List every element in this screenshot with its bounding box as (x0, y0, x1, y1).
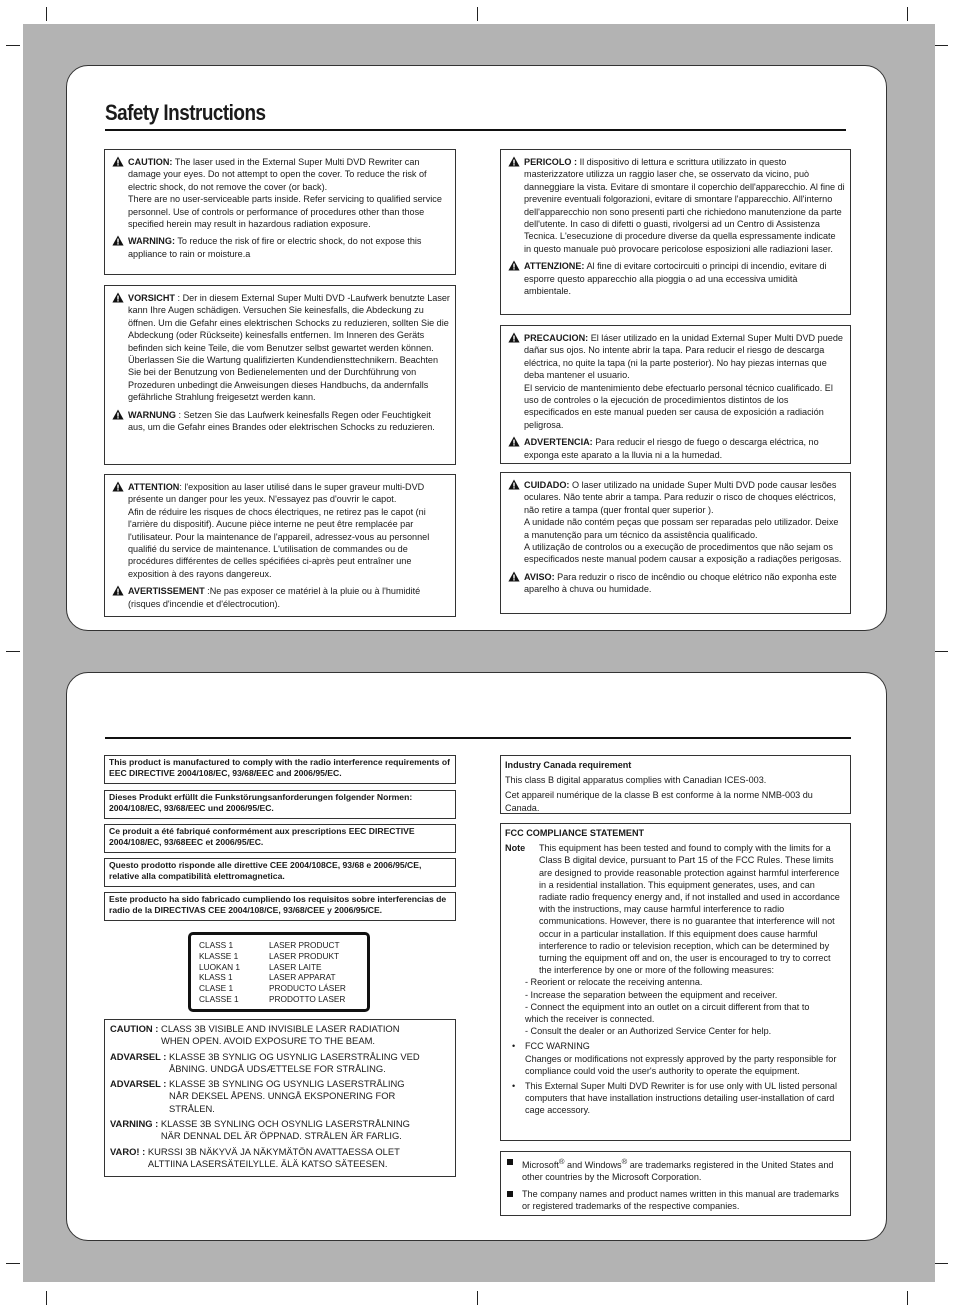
safety-para: CAUTION: The laser used in the External Super Multi DVD Rewriter can damage your eyes. Do not attempt to open the cover. To reduce the risk of electric shock, do not remove the cover (or back). There are no user-serviceable parts inside. Refer servicing to qualified service personnel. Use of controls or performance of procedures other than those specified herein may result in hazardous radiation exposure. (112, 156, 450, 230)
safety-box-french (104, 474, 456, 617)
safety-para: PRECAUCION: El láser utilizado en la unidad External Super Multi DVD puede dañar sus ojos. No intente abrir la tapa. Para reducir el riesgo de descarga eléctrica, no quite la tapa (ni la parte posterior). No hay piezas internas que deba mantener el usuario. El servicio de mantenimiento debe efectuarlo personal técnico cualificado. El uso de controles o la ejecución de procedimientos distintos de los especificados en este manual pueden ser causa de exposición a radiación peligrosa. (508, 332, 845, 431)
canada-en: This class B digital apparatus complies with Canadian ICES-003. (505, 775, 767, 786)
fcc-note: Note This equipment has been tested and found to comply with the limits for a Class B digital device, pursuant to Part 15 of the FCC Rules. These limits are designed to provide reasonable protection against harmful interference in a residential installation. This equipment generates, uses, and can radiate radio frequency energy and, if not installed and used in accordance with the instructions, may cause harmful interference to radio communications. However, there is no guarantee that interference will not occur in a particular installation. If this equipment does cause harmful interference to radio or television reception, which can be determined by turning the equipment off and on, the user is encouraged to try to correct the interference by one or more of the following measures: (505, 843, 840, 976)
crop-mark (477, 1291, 478, 1305)
fcc-ul-note: • This External Super Multi DVD Rewriter is for use only with UL listed personal computers that have installation instructions detailing user-installation of card cage accessory. (505, 1080, 846, 1117)
safety-para: CUIDADO: O laser utilizado na unidade Super Multi DVD pode causar lesões oculares. Não tente abrir a tampa. Para reduzir o risco de choques eléctricos, não retire a tampa (quer frontal quer superior ). A unidade não contém peças que possam ser reparadas pelo utilizador. Deixe a manutenção para um técnico da assistência qualificado. A utilização de controlos ou a execução de procedimentos que não sejam os especificados neste manual podem causar a exposição a radiações perigosas. (508, 479, 845, 566)
warning-triangle-icon (112, 481, 124, 492)
safety-box-spanish (500, 325, 851, 464)
warning-triangle-icon (508, 332, 520, 343)
trademark-microsoft: Microsoft® and Windows® are trademarks registered in the United States and other countries by the Microsoft Corporation. (507, 1156, 844, 1184)
directive-box: Ce produit a été fabriqué conformément aux prescriptions EEC DIRECTIVE 2004/108/EC, 93/68EEC et 2006/95/EC. (104, 824, 456, 853)
fcc-warning: • FCC WARNING Changes or modifications not expressly approved by the party responsible for compliance could void the user's authority to operate the equipment. (505, 1040, 846, 1077)
trademark-other: The company names and product names written in this manual are trademarks or registered trademarks of the respective companies. (507, 1188, 844, 1213)
industry-canada-box (500, 755, 851, 814)
crop-mark (907, 1291, 908, 1305)
fcc-measure: - Increase the separation between the equipment and receiver. (525, 989, 778, 1000)
safety-para: ADVERTENCIA: Para reducir el riesgo de fuego o descarga eléctrica, no exponga este aparato a la lluvia ni a la humedad. (508, 436, 845, 461)
directive-box: This product is manufactured to comply with the radio interference requirements of EEC DIRECTIVE 2004/108/EC, 93/68/EEC and 2006/95/EC. (104, 755, 456, 784)
canada-fr: Cet appareil numérique de la classe B est conforme à la norme NMB-003 du Canada. (505, 790, 813, 813)
warning-triangle-icon (112, 235, 124, 246)
crop-mark (907, 7, 908, 21)
crop-mark (934, 1263, 948, 1264)
crop-mark (46, 1291, 47, 1305)
warning-triangle-icon (112, 156, 124, 167)
safety-box-portuguese (500, 472, 851, 614)
warning-triangle-icon (508, 479, 520, 490)
directive-box: Questo prodotto risponde alle direttive CEE 2004/108CE, 93/68 e 2006/95/CE, relative alla compatibilità elettromagnetica. (104, 858, 456, 887)
laser-label-row: CLASSE 1 PRODOTTO LASER (199, 993, 346, 1004)
class1-laser-label (188, 932, 370, 1012)
crop-mark (934, 651, 948, 652)
warning-triangle-icon (508, 436, 520, 447)
safety-para: PERICOLO : Il dispositivo di lettura e scrittura utilizzato in questo masterizzatore utilizza un raggio laser che, se osservato da vicino, può danneggiare la vista. Evitare di smontare il coperchio dell'apparecchio. Al fine di prevenire eventuali folgorazioni, evitare di smontare l'apparecchio. All'interno dell'apparecchio non sono presenti parti che richiedono manutenzione da parte dell'utente. In caso di difetti o guasti, rivolgersi ad un Centro di Assistenza Tecnica. L'esecuzione di procedure diverse da quella espressamente indicate in questo manuale può provocare pericolose esposizioni alle radiazioni laser. (508, 156, 845, 255)
warning-triangle-icon (112, 292, 124, 303)
warning-triangle-icon (508, 156, 520, 167)
laser-warning-row: ADVARSEL : KLASSE 3B SYNLING OG USYNLIG LASERSTRÅLING NÅR DEKSEL ÅPENS. UNNGÅ EKSPONERING FOR STRÅLEN. (110, 1078, 405, 1114)
crop-mark (934, 45, 948, 46)
fcc-measure: - Reorient or relocate the receiving antenna. (525, 977, 703, 988)
fcc-statement-box (500, 823, 851, 1141)
class3b-laser-warning-box (104, 1019, 456, 1177)
safety-para: VORSICHT : Der in diesem External Super Multi DVD -Laufwerk benutzte Laser kann Ihre Augen schädigen. Versuchen Sie keinesfalls, die Abdeckung zu öffnen. Um die Gefahr eines elektrischen Schocks zu reduzieren, sollten Sie die Abdeckung (oder Rückseite) keinesfalls entfernen. Im Inneren des Geräts befinden sich keine Teile, die vom Benutzer selbst gewartet werden können. Überlassen Sie die Wartung qualifizierten Kundendiensttechnikern. Beachten Sie bei der Benutzung von Bedienelementen und der Durchführung von Prozeduren unbedingt die Anweisungen dieses Handbuchs, da andernfalls gefährliche Strahlung freigesetzt werden kann. (112, 292, 450, 404)
laser-label-row: CLASS 1 LASER PRODUCT (199, 940, 340, 950)
safety-para: ATTENZIONE: Al fine di evitare cortocircuiti o principi di incendio, evitare di esporre questo apparecchio alla pioggia o ad una eccessiva umidità ambientale. (508, 260, 845, 297)
bullet-square-icon (507, 1191, 513, 1197)
crop-mark (46, 7, 47, 21)
warning-triangle-icon (508, 571, 520, 582)
laser-label-row: CLASE 1 PRODUCTO LÁSER (199, 983, 346, 994)
laser-label-row: LUOKAN 1 LASER LAITE (199, 961, 322, 972)
safety-box-italian (500, 149, 851, 315)
laser-warning-row: VARO! : KURSSI 3B NÄKYVÄ JA NÄKYMÄTÖN AVATTAESSA OLET ALTTIINA LASERSÄTEILYLLE. ÄLÄ KATSO SÄTEESEN. (110, 1145, 400, 1169)
title-rule (105, 129, 846, 131)
safety-para: ATTENTION: l'exposition au laser utilisé dans le super graveur multi-DVD présente un danger pour les yeux. N'essayez pas d'ouvrir le capot. Afin de réduire les risques de chocs électriques, ne retirez pas le capot (ni l'arrière du dispositif). Aucune pièce interne ne peut être remplacée par l'utilisateur. Pour la maintenance de l'appareil, adressez-vous au personnel qualifié du service de maintenance. L'utilisation de commandes ou de procédures différentes de celles spécifiées ci-après peut entraîner une exposition à des rayons dangereux. (112, 481, 450, 580)
safety-box-english (104, 149, 456, 275)
warning-triangle-icon (508, 260, 520, 271)
laser-label-row: KLASSE 1 LASER PRODUKT (199, 950, 340, 961)
laser-warning-row: VARNING : KLASSE 3B SYNLING OCH OSYNLIG LASERSTRÅLNING NÄR DENNAL DEL ÄR ÖPPNAD. STRÅLEN ÄR FARLIG. (110, 1118, 410, 1142)
bullet-square-icon (507, 1159, 513, 1165)
warning-triangle-icon (112, 409, 124, 420)
fcc-title: FCC COMPLIANCE STATEMENT (505, 828, 645, 838)
laser-warning-row: CAUTION : CLASS 3B VISIBLE AND INVISIBLE LASER RADIATION WHEN OPEN. AVOID EXPOSURE TO THE BEAM. (110, 1023, 400, 1047)
trademarks-box (500, 1151, 851, 1216)
fcc-measure: - Connect the equipment into an outlet on a circuit different from that to which the receiver is connected. (525, 1001, 810, 1025)
crop-mark (6, 45, 20, 46)
directive-box: Dieses Produkt erfüllt die Funkstörungsanforderungen folgender Normen: 2004/108/EC, 93/68/EEC und 2006/95/EC. (104, 790, 456, 819)
crop-mark (6, 1263, 20, 1264)
safety-para: WARNING: To reduce the risk of fire or electric shock, do not expose this appliance to rain or moisture.a (112, 235, 450, 260)
laser-warning-row: ADVARSEL : KLASSE 3B SYNLIG OG USYNLIG LASERSTRÅLING VED ÅBNING. UNDGÅ UDSÆTTELSE FOR STRÅLING. (110, 1050, 420, 1074)
crop-mark (6, 651, 20, 652)
canada-title: Industry Canada requirement (505, 760, 632, 770)
safety-para: AVERTISSEMENT :Ne pas exposer ce matériel à la pluie ou à l'humidité (risques d'incendie et d'électrocution). (112, 585, 450, 610)
safety-para: AVISO: Para reduzir o risco de incêndio ou choque elétrico não exponha este aparelho à chuva ou humidade. (508, 571, 845, 596)
safety-para: WARNUNG : Setzen Sie das Laufwerk keinesfalls Regen oder Feuchtigkeit aus, um die Gefahr eines Brandes oder elektrischen Schocks zu reduzieren. (112, 409, 450, 434)
compliance-rule (105, 737, 851, 739)
page-title: Safety Instructions (105, 100, 266, 125)
safety-box-german (104, 285, 456, 465)
fcc-measure: - Consult the dealer or an Authorized Service Center for help. (525, 1026, 772, 1037)
directive-box: Este producto ha sido fabricado cumpliendo los requisitos sobre interferencias de radio de la DIRECTIVAS CEE 2004/108/CE, 93/68/CEE y 2006/95/CE. (104, 892, 456, 921)
laser-label-row: KLASS 1 LASER APPARAT (199, 972, 336, 983)
crop-mark (477, 7, 478, 21)
warning-triangle-icon (112, 585, 124, 596)
